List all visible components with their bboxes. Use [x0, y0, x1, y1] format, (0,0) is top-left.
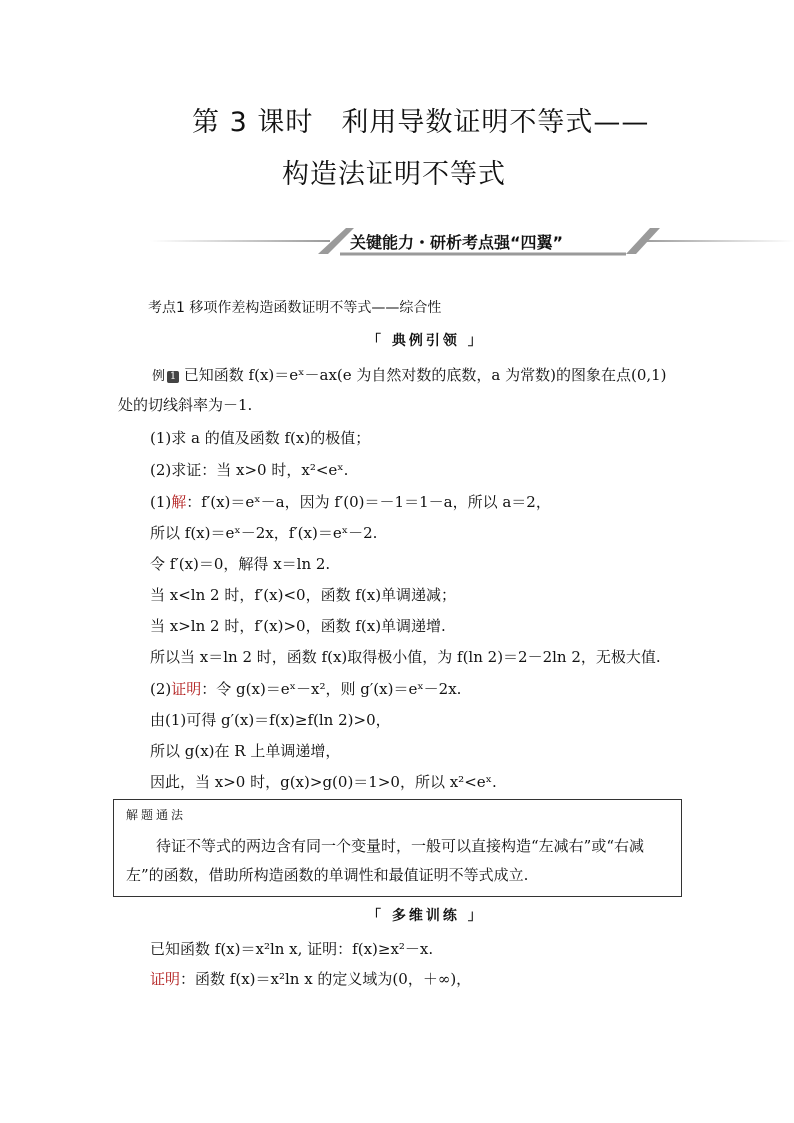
exercise-proof-label: 证明 [150, 970, 181, 988]
proof-line-1 [150, 678, 461, 699]
question-1: (1)求 a 的值及函数 f(x)的极值； [150, 429, 371, 447]
example-label: 例 [152, 369, 166, 384]
solution-line-4: 当 x<ln 2 时，f′(x)<0，函数 f(x)单调递减； [150, 586, 457, 604]
method-box-title: 解题通法 [126, 808, 187, 822]
proof-prefix: (2) [150, 680, 172, 698]
solution-line-1-text: ：f′(x)＝eˣ－a，因为 f′(0)＝－1＝1－a，所以 a＝2， [186, 493, 551, 511]
solution-line-1 [150, 491, 551, 512]
method-box-text: 待证不等式的两边含有同一个变量时，一般可以直接构造“左减右”或“右减左”的函数，借助所构造函数的单调性和最值证明不等式成立. [126, 837, 645, 884]
example-line-1 [152, 364, 667, 385]
page-title-line2: 构造法证明不等式 [282, 159, 506, 190]
exercise-proof-text: ：函数 f(x)＝x²ln x 的定义域为(0，＋∞)， [180, 970, 472, 988]
banner-text: 关键能力・研析考点强“四翼” [350, 233, 564, 252]
bracket-heading-examples: 「 典例引领 」 [367, 333, 485, 349]
proof-line-3: 所以 g(x)在 R 上单调递增， [150, 742, 341, 760]
proof-line-2: 由(1)可得 g′(x)＝f(x)≥f(ln 2)>0， [150, 711, 391, 729]
exercise-line-1: 已知函数 f(x)＝x²ln x, 证明：f(x)≥x²－x. [150, 940, 434, 958]
solution-line-5: 当 x>ln 2 时，f′(x)>0，函数 f(x)单调递增. [150, 617, 446, 635]
solution-line-3: 令 f′(x)＝0，解得 x＝ln 2. [150, 555, 331, 573]
solution-prefix: (1) [150, 493, 172, 511]
question-2: (2)求证：当 x>0 时，x²<eˣ. [150, 461, 349, 479]
proof-label: 证明 [171, 680, 202, 698]
example-text-1: 已知函数 f(x)＝eˣ－ax(e 为自然对数的底数，a 为常数)的图象在点(0,1) [179, 366, 667, 384]
example-number-icon: 1 [167, 371, 179, 383]
section-heading: 考点1 移项作差构造函数证明不等式——综合性 [148, 300, 442, 316]
example-line-2: 处的切线斜率为－1. [118, 396, 253, 414]
exercise-proof-line [150, 968, 471, 989]
proof-line-4: 因此，当 x>0 时，g(x)>g(0)＝1>0，所以 x²<eˣ. [150, 773, 497, 791]
solution-line-6: 所以当 x＝ln 2 时，函数 f(x)取得极小值，为 f(ln 2)＝2－2ln 2，无极大值. [150, 648, 661, 666]
method-box [113, 799, 682, 897]
proof-line-1-text: ：令 g(x)＝eˣ－x²，则 g′(x)＝eˣ－2x. [201, 680, 462, 698]
section-banner [150, 226, 794, 258]
solution-label: 解 [171, 493, 187, 511]
solution-line-2: 所以 f(x)＝eˣ－2x，f′(x)＝eˣ－2. [150, 524, 378, 542]
bracket-heading-practice: 「 多维训练 」 [367, 908, 485, 924]
page-title-line1: 第 3 课时 利用导数证明不等式—— [192, 107, 650, 138]
